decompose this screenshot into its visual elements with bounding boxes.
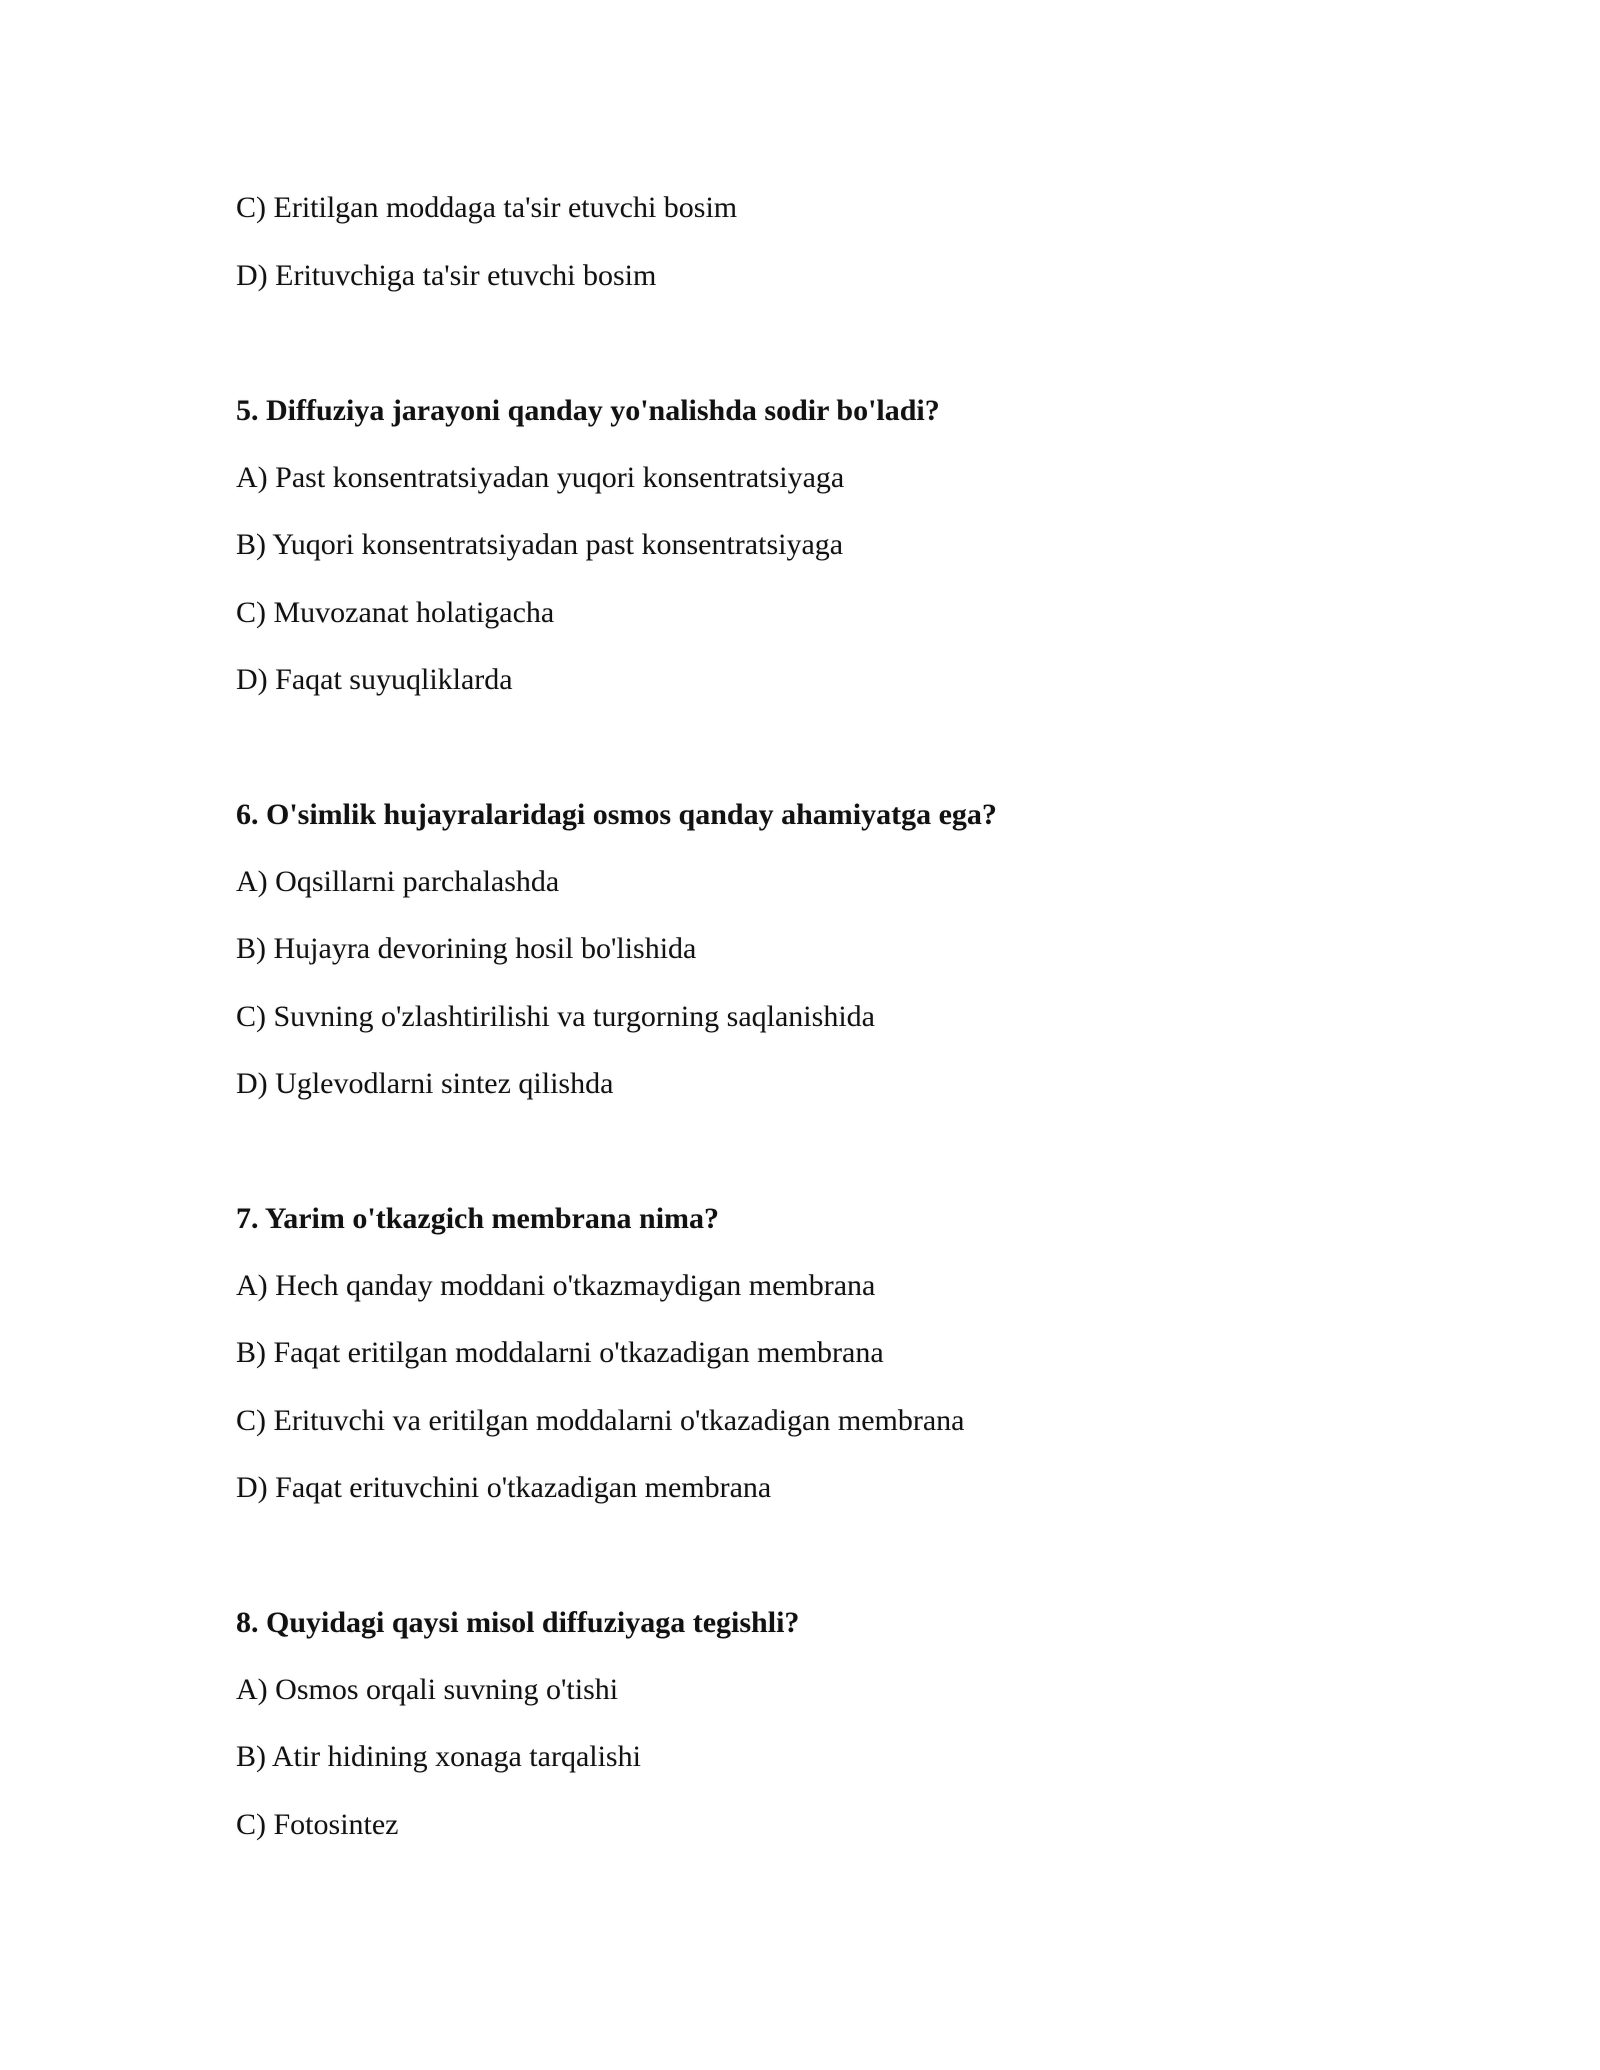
question-6-title: 6. O'simlik hujayralaridagi osmos qanday ahamiyatga ega?	[236, 798, 997, 831]
option-5a: A) Past konsentratsiyadan yuqori konsentratsiyaga	[236, 461, 845, 494]
option-7d: D) Faqat erituvchini o'tkazadigan membrana	[236, 1471, 772, 1504]
option-4c: C) Eritilgan moddaga ta'sir etuvchi bosim	[236, 191, 738, 224]
option-6c: C) Suvning o'zlashtirilishi va turgorning saqlanishida	[236, 1000, 875, 1033]
option-4d: D) Erituvchiga ta'sir etuvchi bosim	[236, 259, 657, 292]
question-7-title: 7. Yarim o'tkazgich membrana nima?	[236, 1202, 720, 1235]
option-8c: C) Fotosintez	[236, 1808, 399, 1841]
option-7b: B) Faqat eritilgan moddalarni o'tkazadigan membrana	[236, 1336, 884, 1369]
option-6a: A) Oqsillarni parchalashda	[236, 865, 560, 898]
option-6b: B) Hujayra devorining hosil bo'lishida	[236, 932, 697, 965]
option-8b: B) Atir hidining xonaga tarqalishi	[236, 1740, 641, 1773]
option-5d: D) Faqat suyuqliklarda	[236, 663, 513, 696]
question-5-title: 5. Diffuziya jarayoni qanday yo'nalishda sodir bo'ladi?	[236, 394, 940, 427]
question-8-title: 8. Quyidagi qaysi misol diffuziyaga tegishli?	[236, 1606, 800, 1639]
option-7c: C) Erituvchi va eritilgan moddalarni o'tkazadigan membrana	[236, 1404, 965, 1437]
option-5b: B) Yuqori konsentratsiyadan past konsentratsiyaga	[236, 528, 844, 561]
option-6d: D) Uglevodlarni sintez qilishda	[236, 1067, 614, 1100]
option-5c: C) Muvozanat holatigacha	[236, 596, 555, 629]
option-8a: A) Osmos orqali suvning o'tishi	[236, 1673, 619, 1706]
option-7a: A) Hech qanday moddani o'tkazmaydigan membrana	[236, 1269, 876, 1302]
